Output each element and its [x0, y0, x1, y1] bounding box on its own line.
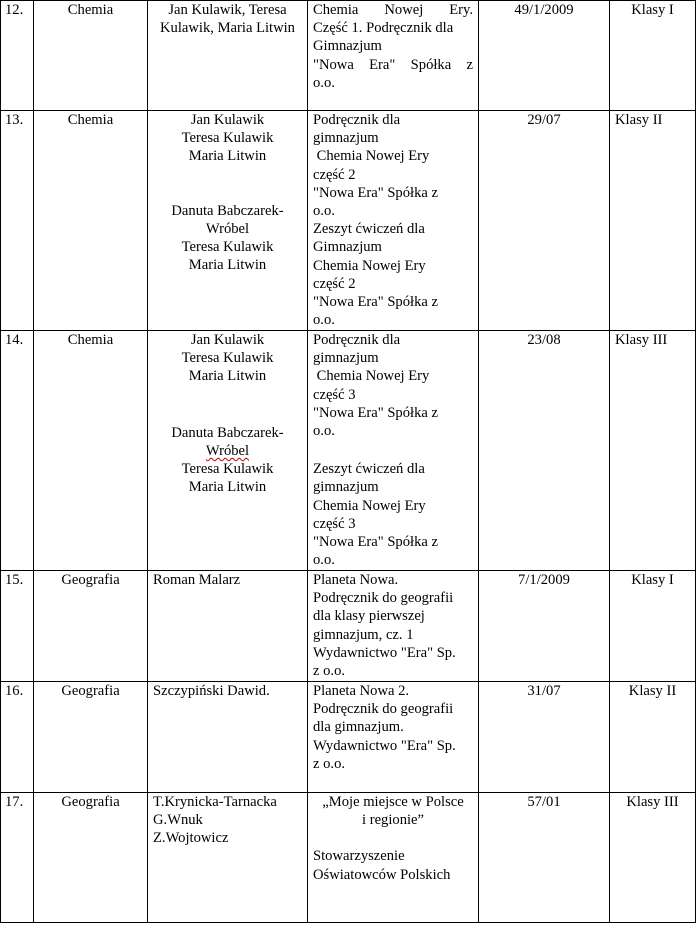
subject-cell: Geografia [34, 793, 148, 923]
approval-number-cell: 57/01 [479, 793, 610, 923]
row-number: 13. [1, 111, 34, 331]
row-number: 12. [1, 1, 34, 111]
authors-cell: T.Krynicka-Tarnacka G.Wnuk Z.Wojtowicz [148, 793, 308, 923]
authors-cell: Roman Malarz [148, 571, 308, 682]
authors-cell: Szczypiński Dawid. [148, 682, 308, 793]
subject-cell: Chemia [34, 111, 148, 331]
title-cell: Planeta Nowa 2. Podręcznik do geografii dla gimnazjum. Wydawnictwo "Era" Sp. z o.o. [308, 682, 479, 793]
row-number: 14. [1, 331, 34, 571]
approval-number-cell: 31/07 [479, 682, 610, 793]
approval-number-cell: 7/1/2009 [479, 571, 610, 682]
subject-cell: Geografia [34, 571, 148, 682]
table-row [1, 331, 696, 571]
grade-cell: Klasy II [610, 111, 696, 331]
approval-number-cell: 23/08 [479, 331, 610, 571]
title-cell: Planeta Nowa. Podręcznik do geografii dla klasy pierwszej gimnazjum, cz. 1 Wydawnictwo "Era" Sp. z o.o. [308, 571, 479, 682]
grade-cell: Klasy I [610, 1, 696, 111]
grade-cell: Klasy III [610, 793, 696, 923]
title-cell: Chemia Nowej Ery. Część 1. Podręcznik dla Gimnazjum "Nowa Era" Spółka z o.o. [308, 1, 479, 111]
authors-cell: Jan Kulawik Teresa Kulawik Maria Litwin Danuta Babczarek- Wróbel Teresa Kulawik Maria Litwin [148, 111, 308, 331]
row-number: 17. [1, 793, 34, 923]
title-cell: Podręcznik dla gimnazjum Chemia Nowej Ery część 2 "Nowa Era" Spółka z o.o. Zeszyt ćwiczeń dla Gimnazjum Chemia Nowej Ery część 2 "Nowa Era" Spółka z o.o. [308, 111, 479, 331]
row-number: 15. [1, 571, 34, 682]
title-cell: „Moje miejsce w Polsce i regionie” Stowarzyszenie Oświatowców Polskich [308, 793, 479, 923]
table-row [1, 682, 696, 793]
approval-number-cell: 49/1/2009 [479, 1, 610, 111]
subject-cell: Geografia [34, 682, 148, 793]
grade-cell: Klasy II [610, 682, 696, 793]
title-cell: Podręcznik dla gimnazjum Chemia Nowej Ery część 3 "Nowa Era" Spółka z o.o. Zeszyt ćwiczeń dla gimnazjum Chemia Nowej Ery część 3 "Nowa Era" Spółka z o.o. [308, 331, 479, 571]
table-row [1, 793, 696, 923]
authors-cell: Jan Kulawik Teresa Kulawik Maria Litwin Danuta Babczarek- Wróbel Teresa Kulawik Maria Litwin [148, 331, 308, 571]
table-row [1, 111, 696, 331]
authors-cell: Jan Kulawik, Teresa Kulawik, Maria Litwin [148, 1, 308, 111]
subject-cell: Chemia [34, 1, 148, 111]
approval-number-cell: 29/07 [479, 111, 610, 331]
grade-cell: Klasy I [610, 571, 696, 682]
table-row [1, 571, 696, 682]
table-row [1, 1, 696, 111]
subject-cell: Chemia [34, 331, 148, 571]
grade-cell: Klasy III [610, 331, 696, 571]
row-number: 16. [1, 682, 34, 793]
